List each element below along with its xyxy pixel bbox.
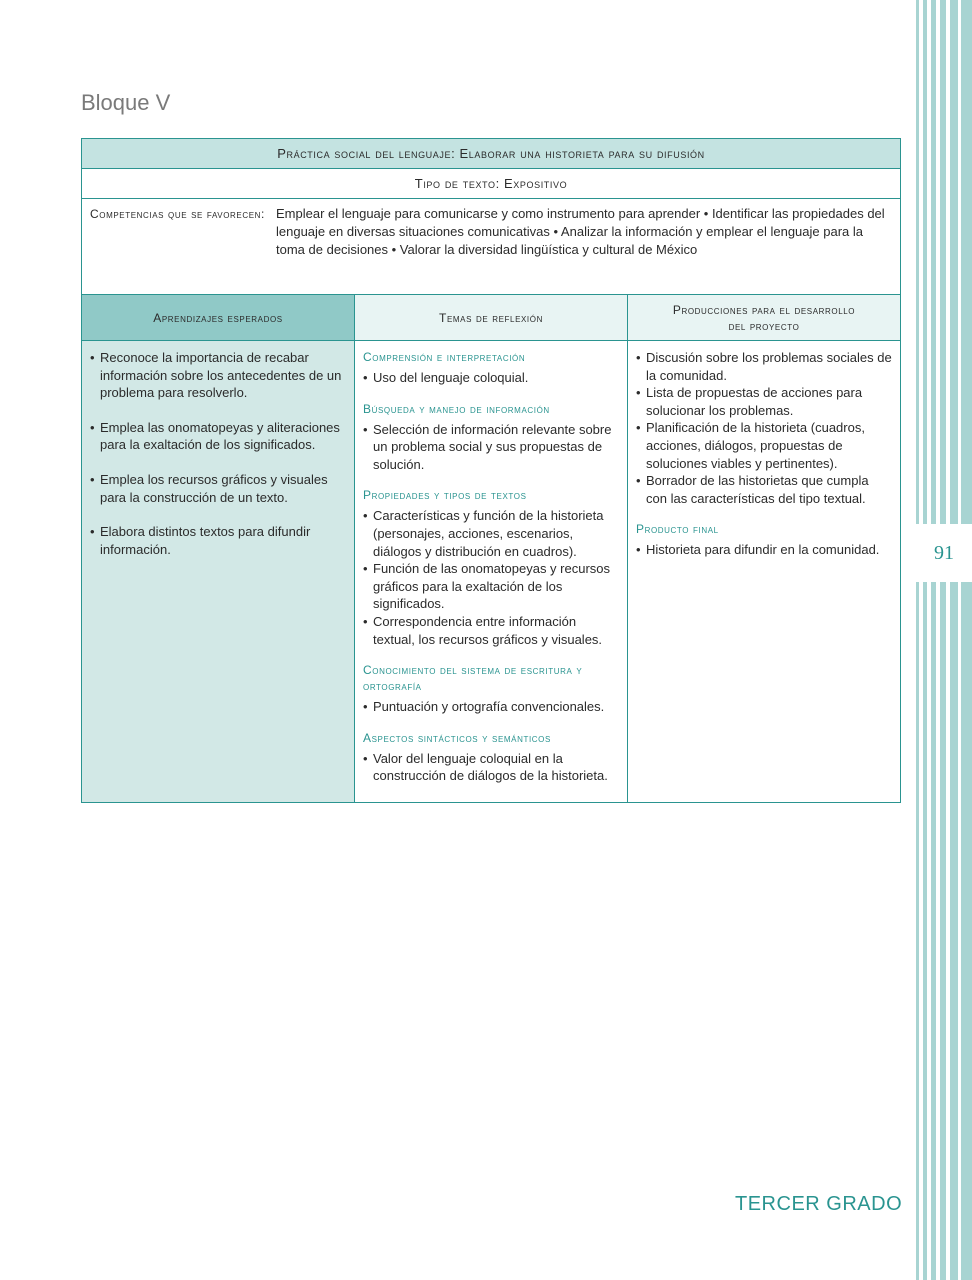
practice-title: Práctica social del lenguaje: Elaborar una historieta para su difusión (277, 146, 705, 161)
list-item: • Planificación de la historieta (cuadros, acciones, diálogos, propuestas de soluciones viables y pertinentes). (636, 419, 892, 472)
list-item: • Función de las onomatopeyas y recursos gráficos para la exaltación de los significados. (363, 560, 619, 613)
list-item: • Elabora distintos textos para difundir información. (90, 523, 346, 558)
producto-final-heading: Producto final (636, 522, 719, 537)
temas-heading: Aspectos sintácticos y semánticos (363, 730, 551, 745)
temas-column (355, 341, 628, 802)
temas-heading: Propiedades y tipos de textos (363, 488, 527, 503)
block-title: Bloque V (81, 90, 171, 115)
text-type: Tipo de texto: Expositivo (414, 176, 568, 191)
list-item: • Uso del lenguaje coloquial. (363, 369, 619, 387)
list-item: • Historieta para difundir en la comunidad. (636, 541, 892, 559)
list-item: • Valor del lenguaje coloquial en la construcción de diálogos de la historieta. (363, 750, 619, 785)
temas-heading: Comprensión e interpretación (363, 350, 526, 364)
header-temas: Temas de reflexión (355, 295, 628, 340)
producciones-column (628, 341, 900, 802)
list-item: • Discusión sobre los problemas sociales de la comunidad. (636, 349, 892, 384)
list-item: • Características y función de la historieta (personajes, acciones, escenarios, diálogos y distribución en cuadros). (363, 507, 619, 560)
competencies-label: Competencias que se favorecen: (90, 207, 265, 221)
content-row (81, 341, 901, 803)
list-item: • Emplea las onomatopeyas y aliteraciones para la exaltación de los significados. (90, 419, 346, 454)
list-item: • Emplea los recursos gráficos y visuales para la construcción de un texto. (90, 471, 346, 506)
temas-heading: Búsqueda y manejo de información (363, 401, 550, 416)
list-item: • Correspondencia entre información textual, los recursos gráficos y visuales. (363, 613, 619, 648)
column-headers (81, 295, 901, 341)
list-item: • Puntuación y ortografía convencionales. (363, 698, 619, 716)
header-producciones-line2: del proyecto (728, 318, 800, 333)
competencies-row (81, 199, 901, 295)
competencies-text: Emplear el lenguaje para comunicarse y como instrumento para aprender • Identificar las propiedades del lenguaje en diversas situaciones comunicativas • Analizar la información y emplear el lenguaje para la toma de decisiones • Valorar la diversidad lingüística y cultural de México (276, 206, 885, 257)
decorative-stripes (912, 0, 972, 1280)
header-producciones (628, 295, 900, 340)
curriculum-table (81, 138, 901, 803)
list-item: • Reconoce la importancia de recabar información sobre los antecedentes de un problema para resolverlo. (90, 349, 346, 402)
practice-row (81, 138, 901, 169)
page-number: 91 (934, 542, 954, 564)
list-item: • Borrador de las historietas que cumpla con las características del tipo textual. (636, 472, 892, 507)
header-aprendizajes: Aprendizajes esperados (82, 295, 355, 340)
text-type-row (81, 169, 901, 199)
header-producciones-line1: Producciones para el desarrollo (672, 302, 856, 317)
temas-heading: Conocimiento del sistema de escritura y ortografía (363, 663, 583, 694)
aprendizajes-column (82, 341, 355, 802)
list-item: • Lista de propuestas de acciones para solucionar los problemas. (636, 384, 892, 419)
list-item: • Selección de información relevante sobre un problema social y sus propuestas de solución. (363, 421, 619, 474)
grade-footer: TERCER GRADO (735, 1193, 903, 1215)
